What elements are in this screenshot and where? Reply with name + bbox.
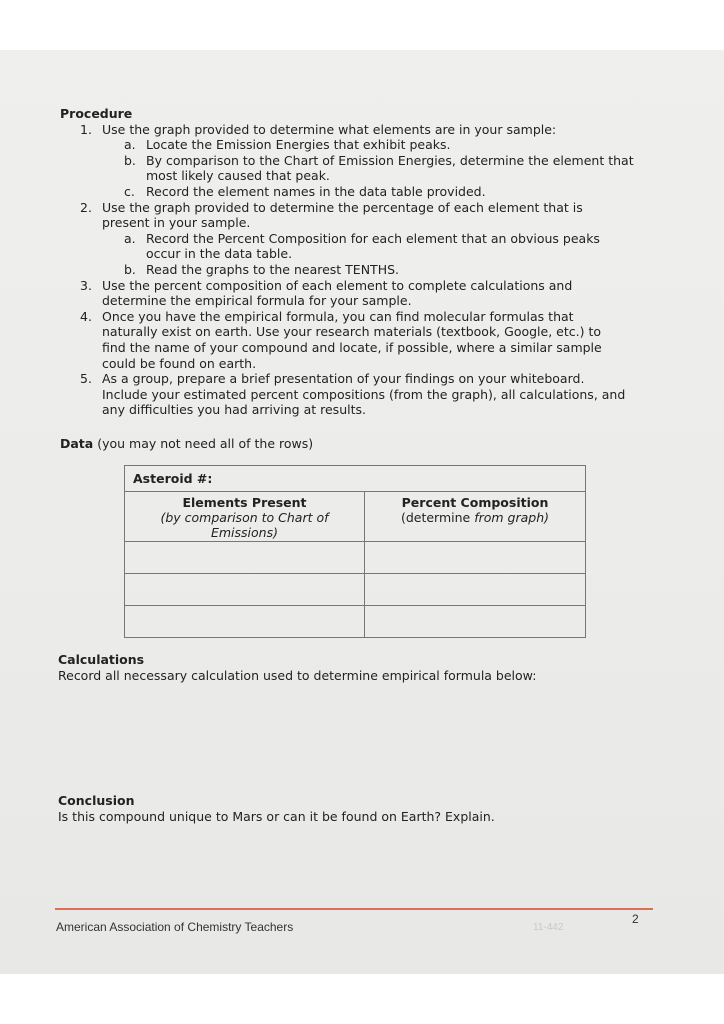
footer-organization: American Association of Chemistry Teachers (56, 920, 294, 934)
substep-line: most likely caused that peak. (146, 168, 330, 184)
table-row (125, 606, 586, 638)
substep-letter: c. (124, 183, 135, 199)
conclusion-text: Is this compound unique to Mars or can it be found on Earth? Explain. (58, 808, 495, 824)
col2-subtitle-b: from graph) (474, 510, 550, 525)
footer-code: 11-442 (533, 922, 564, 933)
data-heading (60, 436, 313, 451)
procedure-substep (60, 262, 660, 278)
procedure-substep (60, 231, 660, 262)
asteroid-label: Asteroid #: (133, 471, 213, 486)
step-number: 4. (80, 308, 92, 324)
conclusion-heading: Conclusion (58, 793, 135, 808)
procedure-section (60, 106, 660, 418)
col1-subtitle-2: Emissions) (210, 525, 278, 540)
col2-subtitle-a: (determine (400, 510, 475, 525)
calculations-heading: Calculations (58, 652, 145, 667)
element-cell[interactable] (125, 542, 365, 574)
procedure-step (60, 371, 660, 418)
footer-rule (55, 908, 653, 910)
percent-cell[interactable] (365, 574, 586, 606)
step-number: 3. (80, 277, 92, 293)
substep-line: Locate the Emission Energies that exhibit peaks. (146, 137, 451, 153)
substep-line: By comparison to the Chart of Emission Energies, determine the element that (146, 152, 634, 168)
percent-cell[interactable] (365, 542, 586, 574)
col1-title: Elements Present (182, 495, 307, 510)
col2-subtitle (365, 510, 585, 525)
substep-line: Read the graphs to the nearest TENTHS. (146, 261, 399, 277)
step-line: any difficulties you had arriving at results. (102, 402, 366, 418)
conclusion-section (58, 793, 495, 824)
column-header-percent (365, 492, 586, 542)
substep-line: Record the Percent Composition for each element that an obvious peaks (146, 230, 600, 246)
substep-line: occur in the data table. (146, 246, 293, 262)
element-cell[interactable] (125, 574, 365, 606)
step-line: Use the graph provided to determine the percentage of each element that is (102, 199, 583, 215)
procedure-substep (60, 137, 660, 153)
step-line: could be found on earth. (102, 355, 257, 371)
procedure-substep (60, 153, 660, 184)
data-table (124, 465, 586, 638)
table-row (125, 542, 586, 574)
step-number: 1. (80, 121, 92, 137)
procedure-heading: Procedure (60, 106, 133, 121)
step-number: 5. (80, 371, 92, 387)
col2-title: Percent Composition (401, 495, 549, 510)
calculations-section (58, 652, 536, 683)
substep-line: Record the element names in the data table provided. (146, 183, 486, 199)
step-line: determine the empirical formula for your sample. (102, 293, 412, 309)
procedure-substep (60, 184, 660, 200)
step-number: 2. (80, 199, 92, 215)
page-number: 2 (632, 912, 639, 926)
data-title: Data (60, 436, 94, 451)
step-line: present in your sample. (102, 215, 251, 231)
worksheet-page (0, 50, 724, 974)
step-line: find the name of your compound and locate, if possible, where a similar sample (102, 339, 602, 355)
step-line: naturally exist on earth. Use your research materials (textbook, Google, etc.) to (102, 324, 601, 340)
procedure-step (60, 278, 660, 309)
step-line: Include your estimated percent compositions (from the graph), all calculations, and (102, 386, 626, 402)
calculations-text: Record all necessary calculation used to determine empirical formula below: (58, 667, 537, 683)
step-line: Once you have the empirical formula, you can find molecular formulas that (102, 308, 574, 324)
procedure-step (60, 122, 660, 138)
step-line: Use the percent composition of each element to complete calculations and (102, 277, 573, 293)
step-line: Use the graph provided to determine what elements are in your sample: (102, 121, 557, 137)
element-cell[interactable] (125, 606, 365, 638)
procedure-step (60, 200, 660, 231)
procedure-step (60, 309, 660, 371)
data-note: (you may not need all of the rows) (93, 436, 314, 451)
substep-letter: a. (124, 230, 136, 246)
substep-letter: a. (124, 137, 136, 153)
substep-letter: b. (124, 261, 136, 277)
substep-letter: b. (124, 152, 136, 168)
col1-subtitle: (by comparison to Chart of (160, 510, 329, 525)
column-header-elements (125, 492, 365, 542)
percent-cell[interactable] (365, 606, 586, 638)
table-row (125, 574, 586, 606)
asteroid-label-cell[interactable] (125, 466, 586, 492)
step-line: As a group, prepare a brief presentation of your findings on your whiteboard. (102, 371, 585, 387)
